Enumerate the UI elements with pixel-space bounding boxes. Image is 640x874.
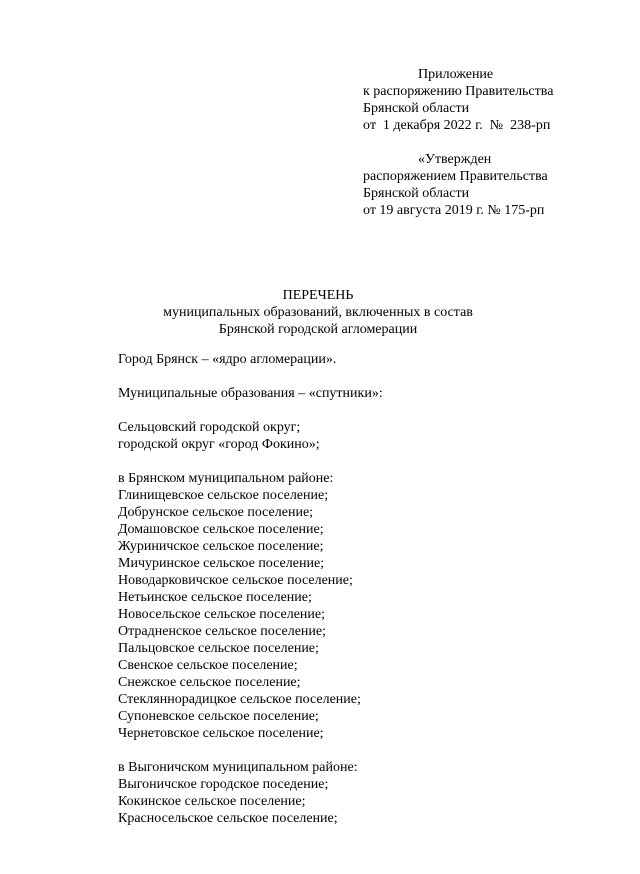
list-item: Снежское сельское поселение;	[118, 675, 301, 690]
appendix-header	[363, 66, 633, 134]
list-item: Отрадненское сельское поселение;	[118, 624, 327, 639]
list-item: Стекляннорадицкое сельское поселение;	[118, 692, 361, 707]
approval-block	[363, 151, 633, 219]
approval-title: «Утвержден	[418, 152, 492, 167]
list-item: городской округ «город Фокино»;	[118, 437, 320, 452]
approval-date-number: от 19 августа 2019 г. № 175-рп	[363, 203, 545, 218]
list-item: Добрунское сельское поселение;	[118, 505, 314, 520]
list-item: Глинищевское сельское поселение;	[118, 488, 329, 503]
district-heading: в Выгоничском муниципальном районе:	[118, 760, 358, 775]
satellites-paragraph	[118, 385, 618, 402]
bryansk-district-list	[118, 470, 618, 742]
appendix-line: к распоряжению Правительства	[363, 84, 554, 99]
core-paragraph	[118, 351, 618, 368]
approval-line: Брянской области	[363, 186, 470, 201]
appendix-line: Брянской области	[363, 101, 470, 116]
appendix-title: Приложение	[418, 67, 494, 82]
approval-line: распоряжением Правительства	[363, 169, 548, 184]
title-subtitle: Брянской городской агломерации	[218, 322, 418, 337]
list-item: Нетьинское сельское поселение;	[118, 590, 312, 605]
list-item: Журиничское сельское поселение;	[118, 539, 324, 554]
list-item: Кокинское сельское поселение;	[118, 794, 306, 809]
document-title	[118, 287, 518, 338]
core-text: Город Брянск – «ядро агломерации».	[118, 352, 337, 367]
list-item: Домашовское сельское поселение;	[118, 522, 324, 537]
list-item: Свенское сельское поселение;	[118, 658, 298, 673]
list-item: Чернетовское сельское поселение;	[118, 726, 324, 741]
list-item: Выгоничское городское поседение;	[118, 777, 329, 792]
document-body	[118, 351, 618, 827]
title-subtitle: муниципальных образований, включенных в состав	[163, 305, 473, 320]
district-heading: в Брянском муниципальном районе:	[118, 471, 334, 486]
list-item: Сельцовский городской округ;	[118, 420, 301, 435]
list-item: Супоневское сельское поселение;	[118, 709, 319, 724]
list-item: Красносельское сельское поселение;	[118, 811, 338, 826]
list-item: Новосельское сельское поселение;	[118, 607, 326, 622]
vygonichi-district-list	[118, 759, 618, 827]
list-item: Новодарковичское сельское поселение;	[118, 573, 353, 588]
satellites-label: Муниципальные образования – «спутники»:	[118, 386, 383, 401]
okrugs-list	[118, 419, 618, 453]
title-heading: ПЕРЕЧЕНЬ	[282, 288, 354, 303]
list-item: Пальцовское сельское поселение;	[118, 641, 319, 656]
appendix-date-number: от 1 декабря 2022 г. № 238-рп	[363, 118, 551, 133]
list-item: Мичуринское сельское поселение;	[118, 556, 325, 571]
